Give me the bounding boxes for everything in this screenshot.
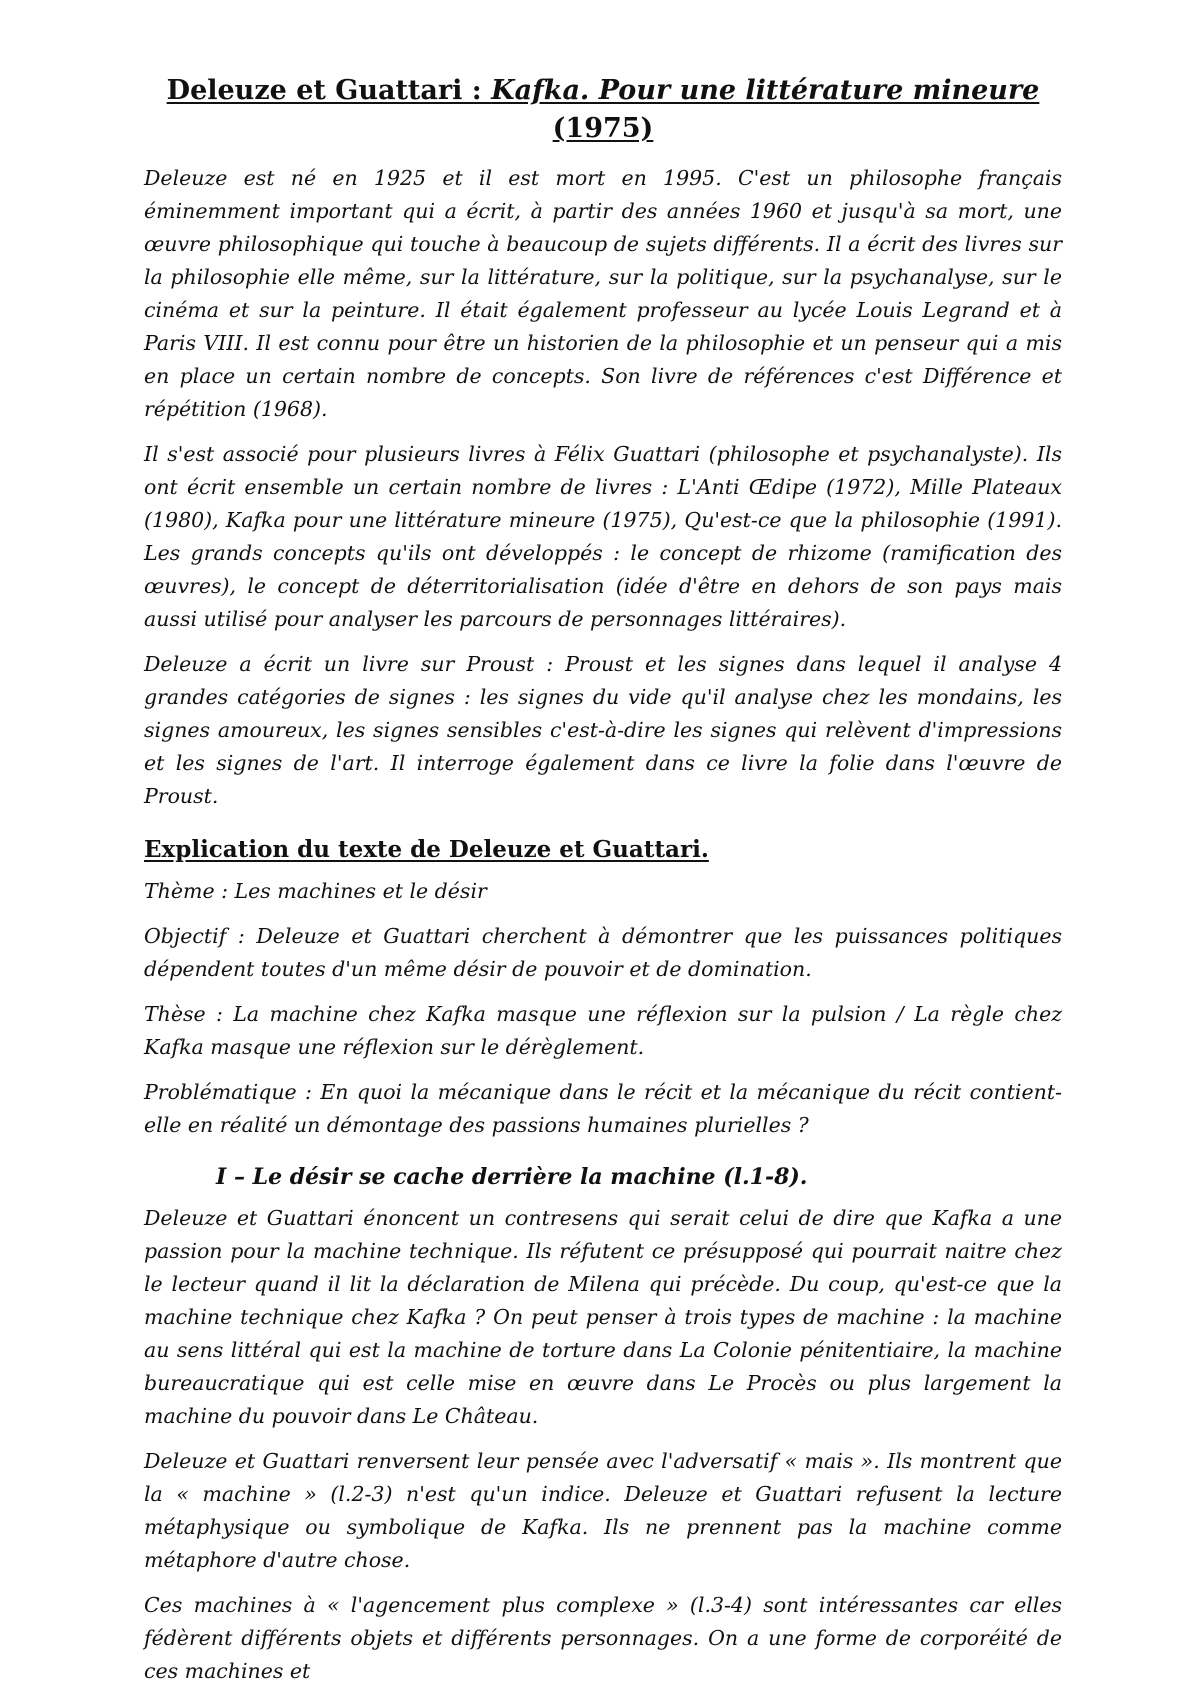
title-authors: Deleuze et Guattari : [166, 75, 492, 106]
intro-paragraph-1: Deleuze est né en 1925 et il est mort en 1995. C'est un philosophe français éminemment important qui a écrit, à partir des années 1960 et jusqu'à sa mort, une œuvre philosophique qui touche à beaucoup de sujets différents. Il a écrit des livres sur la philosophie elle même, sur la littérature, sur la politique, sur la psychanalyse, sur le cinéma et sur la peinture. Il était également professeur au lycée Louis Legrand et à Paris VIII. Il est connu pour être un historien de la philosophie et un penseur qui a mis en place un certain nombre de concepts. Son livre de références c'est Différence et répétition (1968). [144, 166, 1062, 421]
title-year: (1975) [552, 113, 654, 144]
these-paragraph: Thèse : La machine chez Kafka masque une réflexion sur la pulsion / La règle chez Kafka masque une réflexion sur le dérèglement. [144, 1002, 1062, 1059]
part1-paragraph-3: Ces machines à « l'agencement plus complexe » (l.3-4) sont intéressantes car elles fédèrent différents objets et différents personnages. On a une forme de corporéité de ces machines et [144, 1593, 1062, 1683]
intro-paragraph-3: Deleuze a écrit un livre sur Proust : Proust et les signes dans lequel il analyse 4 grandes catégories de signes : les signes du vide qu'il analyse chez les mondains, les signes amoureux, les signes sensibles c'est-à-dire les signes qui relèvent d'impressions et les signes de l'art. Il interroge également dans ce livre la folie dans l'œuvre de Proust. [144, 652, 1062, 808]
part1-paragraph-2: Deleuze et Guattari renversent leur pensée avec l'adversatif « mais ». Ils montrent que la « machine » (l.2-3) n'est qu'un indice. Deleuze et Guattari refusent la lecture métaphysique ou symbolique de Kafka. Ils ne prennent pas la machine comme métaphore d'autre chose. [144, 1449, 1062, 1572]
part1-paragraph-1: Deleuze et Guattari énoncent un contresens qui serait celui de dire que Kafka a une passion pour la machine technique. Ils réfutent ce présupposé qui pourrait naitre chez le lecteur quand il lit la déclaration de Milena qui précède. Du coup, qu'est-ce que la machine technique chez Kafka ? On peut penser à trois types de machine : la machine au sens littéral qui est la machine de torture dans La Colonie pénitentiaire, la machine bureaucratique qui est celle mise en œuvre dans Le Procès ou plus largement la machine du pouvoir dans Le Château. [144, 1206, 1062, 1428]
theme-line: Thème : Les machines et le désir [144, 879, 487, 903]
document-page [144, 72, 1062, 1700]
part1-heading: I – Le désir se cache derrière la machine (l.1-8). [216, 1164, 808, 1190]
problematique-paragraph: Problématique : En quoi la mécanique dans le récit et la mécanique du récit contient-elle en réalité un démontage des passions humaines plurielles ? [144, 1080, 1062, 1137]
title-book: Kafka. Pour une littérature mineure [491, 75, 1040, 106]
section-heading: Explication du texte de Deleuze et Guattari. [144, 836, 709, 863]
document-title [144, 72, 1062, 148]
objectif-paragraph: Objectif : Deleuze et Guattari cherchent à démontrer que les puissances politiques dépendent toutes d'un même désir de pouvoir et de domination. [144, 924, 1062, 981]
intro-paragraph-2: Il s'est associé pour plusieurs livres à Félix Guattari (philosophe et psychanalyste). Ils ont écrit ensemble un certain nombre de livres : L'Anti Œdipe (1972), Mille Plateaux (1980), Kafka pour une littérature mineure (1975), Qu'est-ce que la philosophie (1991). Les grands concepts qu'ils ont développés : le concept de rhizome (ramification des œuvres), le concept de déterritorialisation (idée d'être en dehors de son pays mais aussi utilisé pour analyser les parcours de personnages littéraires). [144, 442, 1062, 631]
